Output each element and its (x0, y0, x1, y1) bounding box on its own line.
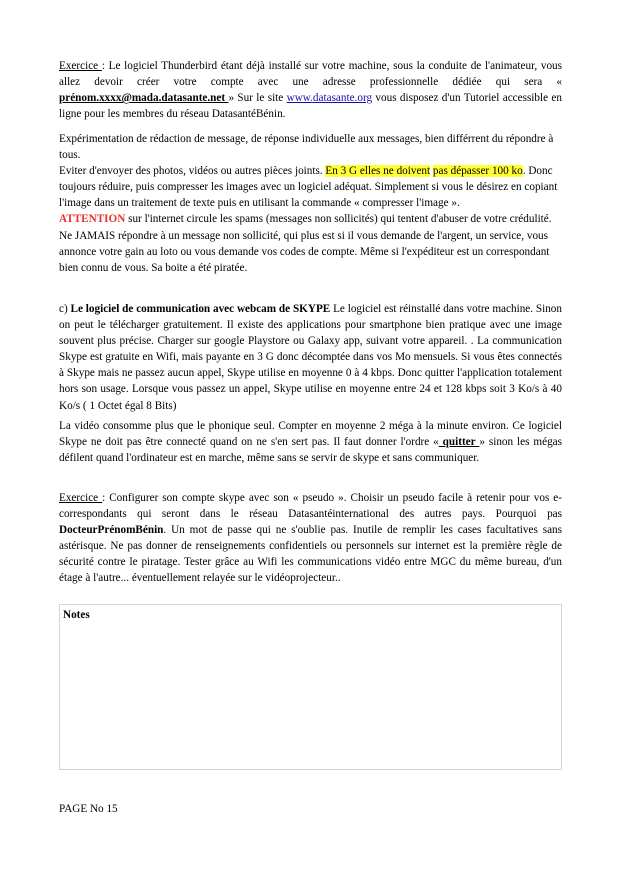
paragraph-text: Expérimentation de rédaction de message, de réponse individuelle aux messages, bien différrent du répondre à tous. (59, 133, 554, 162)
notes-box[interactable] (59, 604, 562, 770)
paragraph-text: » Sur le site (228, 92, 287, 105)
section-prefix: c) (59, 303, 71, 315)
email-address: prénom.xxxx@mada.datasante.net (59, 92, 229, 105)
highlight-3g-limit: En 3 G elles ne doivent (325, 165, 431, 178)
paragraph-thunderbird-exercise (59, 58, 562, 122)
notes-title: Notes (63, 609, 90, 621)
paragraph-text: Le logiciel est réinstallé dans votre machine. Sinon on peut le télécharger gratuitement. Il existe des applications pour smartphone bien pratique avec une image souvent plus précise. Charger sur google Playstore ou Galaxy app, suivant votre appareil. . La communication Skype est gratuite en Wifi, mais payante en 3 G donc décomptée dans vos Mo mensuels. Si vous êtes connectés à Skype mais ne passez aucun appel, Skype utilise en moyenne 0 à 4 kbps. Donc quitter l'application totalement hors son usage. Lorsque vous passez un appel, Skype utilise en moyenne entre 24 et 128 kbps soit 3 Ko/s à 40 Ko/s ( 1 Octet égal 8 Bits) (59, 303, 562, 412)
paragraph-text: La vidéo consomme plus que le phonique seul. Compter en moyenne 2 méga à la minute environ. Ce logiciel Skype ne doit pas être connecté quand on ne s'en sert pas. Il faut donner l'ordre « (59, 420, 562, 449)
pseudo-example: DocteurPrénomBénin (59, 524, 164, 537)
paragraph-text: . Un mot de passe qui ne s'oublie pas. Inutile de remplir les cases facultatives sans astérisque. Ne pas donner de renseignements confidentiels ou personnels sur internet est la première règle de sécurité contre le piratage. Tester grâce au Wifi les communications vidéo entre MGC du même bureau, d'un étage à l'autre... éventuellement relayée sur le vidéoprojecteur.. (59, 524, 562, 585)
paragraph-text: sur l'internet circule les spams (messages non sollicités) qui tentent d'abuser de votre crédulité. Ne JAMAIS répondre à un message non sollicité, qui plus est si il vous demande de l'argent, un service, vous annonce votre gain au loto ou vous demande vos codes de compte. Même si l'expéditeur est un correspondant bien connu de vous. Sa boite a été piratée. (59, 213, 552, 274)
page-number: PAGE No 15 (59, 803, 118, 815)
highlight-100ko: pas dépasser 100 ko (432, 165, 523, 178)
paragraph-messaging-advice (59, 131, 562, 276)
skype-heading: Le logiciel de communication avec webcam de SKYPE (70, 303, 331, 315)
paragraph-text: vous disposez d'un Tutoriel accessible en ligne pour les membres du réseau DatasantéBénin. (59, 92, 562, 121)
paragraph-text: Eviter d'envoyer des photos, vidéos ou autres pièces joints. (59, 165, 326, 178)
paragraph-text: : Le logiciel Thunderbird étant déjà installé sur votre machine, sous la conduite de l'animateur, vous allez devoir créer votre compte avec une adresse professionnelle dédiée qui sera « (59, 60, 562, 89)
paragraph-skype (59, 301, 562, 414)
datasante-link[interactable]: www.datasante.org (286, 92, 373, 105)
paragraph-text: : Configurer son compte skype avec son « pseudo ». Choisir un pseudo facile à retenir pour vos e-correspondants qui seront dans le réseau Datasantéinternational des autres pays. Pourquoi pas (59, 492, 563, 521)
exercise-label: Exercice (59, 60, 102, 72)
quitter-word: quitter (438, 436, 480, 449)
paragraph-skype-exercise (59, 490, 562, 587)
paragraph-text: . Donc toujours réduire, puis compresser les images avec un logiciel adéquat. Simplement si vous le désirez en copiant l'image dans un traitement de texte puis en utilisant la commande « compresser l'image ». (59, 165, 558, 210)
paragraph-video-consumption (59, 418, 562, 466)
attention-label: ATTENTION (59, 213, 126, 226)
paragraph-text: » sinon les mégas défilent quand l'ordinateur est en marche, même sans se servir de skype et sans communiquer. (59, 436, 562, 465)
exercise-label: Exercice (59, 492, 103, 504)
